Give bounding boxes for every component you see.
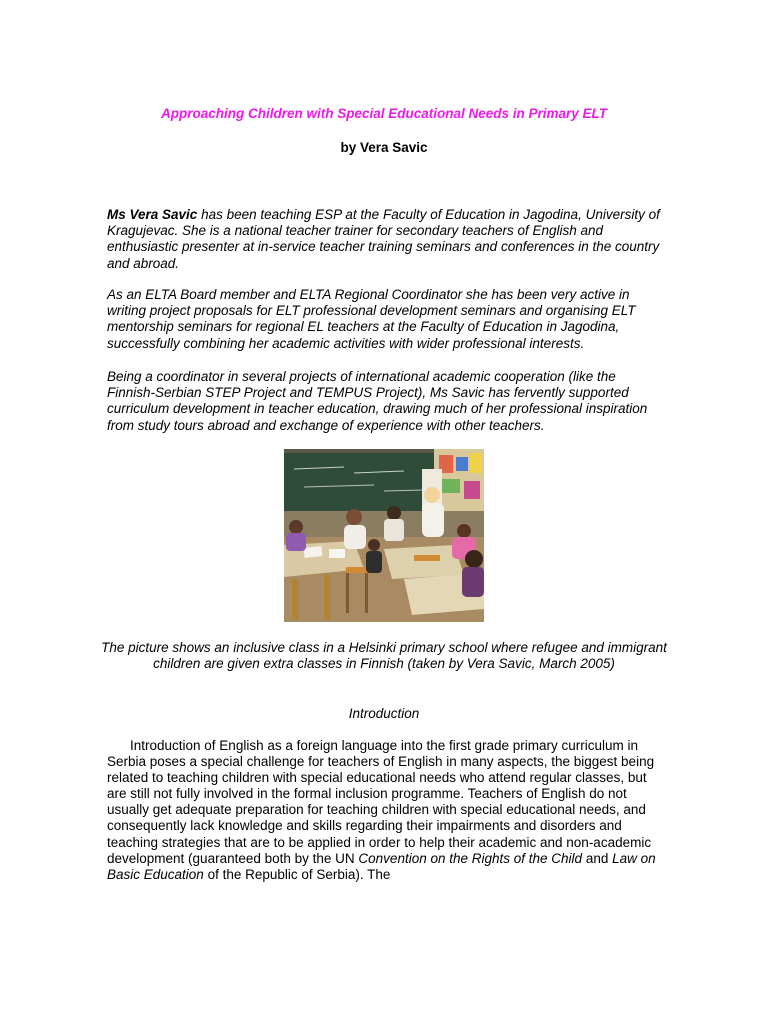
- author-name: Ms Vera Savic: [107, 207, 198, 222]
- intro-law-title: Law on Basic Education: [107, 850, 656, 882]
- bio-paragraph-1: [107, 207, 663, 272]
- bio-paragraph-1-text: has been teaching ESP at the Faculty of Education in Jagodina, University of Kragujevac. She is a national teacher trainer for secondary teachers of English and enthusiastic presenter at in-service teacher training seminars and conferences in the country and abroad.: [107, 207, 660, 271]
- bio-paragraph-3: Being a coordinator in several projects of international academic cooperation (like the Finnish-Serbian STEP Project and TEMPUS Project), Ms Savic has fervently supported curriculum development in teacher education, drawing much of her professional inspiration from study tours abroad and exchange of experience with other teachers.: [107, 369, 648, 433]
- intro-convention-title: Convention on the Rights of the Child: [358, 850, 583, 866]
- introduction-paragraph: [107, 738, 659, 883]
- section-heading-introduction: Introduction: [348, 706, 420, 721]
- classroom-photo: [284, 449, 484, 622]
- author-byline: by Vera Savic: [340, 140, 428, 155]
- photo-caption: The picture shows an inclusive class in a Helsinki primary school where refugee and immigrant children are given extra classes in Finnish (taken by Vera Savic, March 2005): [101, 640, 667, 672]
- document-title: Approaching Children with Special Educational Needs in Primary ELT: [160, 106, 608, 121]
- intro-text-part-1: Introduction of English as a foreign language into the first grade primary curriculum in Serbia poses a special challenge for teachers of English in many aspects, the biggest being related to teaching children with special educational needs who attend regular classes, but are still not fully involved in the formal inclusion programme. Teachers of English do not usually get adequate preparation for teaching children with special educational needs, and consequently lack knowledge and skills regarding their impairments and disorders and teaching strategies that are to be applied in order to help their academic and non-academic development (guaranteed both by the UN: [107, 738, 655, 866]
- bio-paragraph-2: As an ELTA Board member and ELTA Regional Coordinator she has been very active in writing project proposals for ELT professional development seminars and organising ELT mentorship seminars for regional EL teachers at the Faculty of Education in Jagodina, successfully combining her academic activities with wider professional interests.: [107, 287, 636, 351]
- intro-text-part-2: and: [582, 850, 613, 866]
- intro-text-part-3: of the Republic of Serbia). The: [203, 866, 391, 882]
